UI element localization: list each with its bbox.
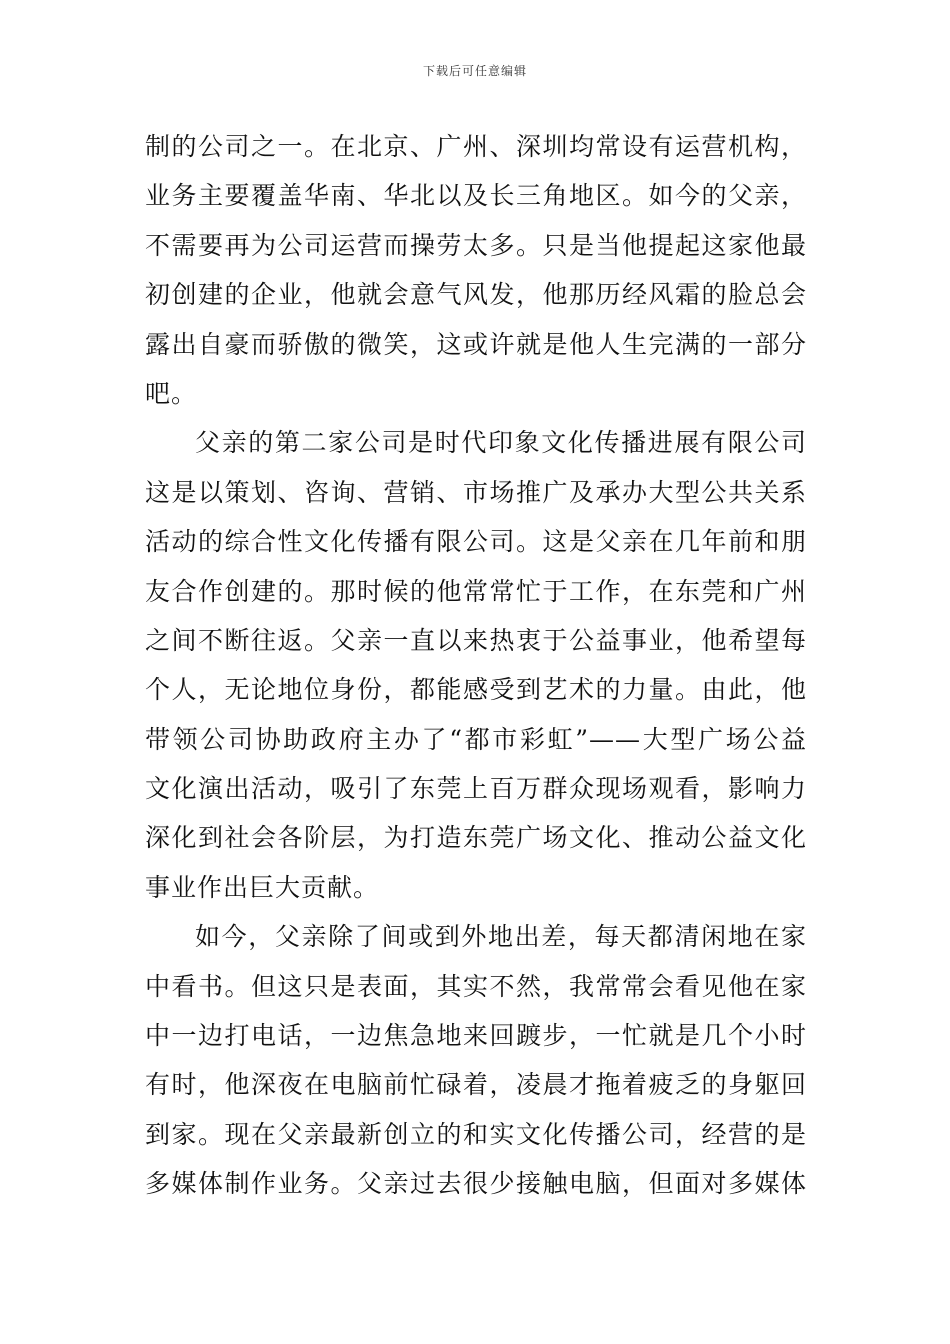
text-line: 吧。 [145,378,198,408]
text-line: 深化到社会各阶层，为打造东莞广场文化、推动公益文化 [145,823,807,853]
text-line: 中一边打电话，一边焦急地来回踱步，一忙就是几个小时 [145,1021,807,1051]
text-line: 事业作出巨大贡献。 [145,872,380,902]
text-line: 初创建的企业，他就会意气风发，他那历经风霜的脸总会 [145,280,807,310]
text-line: 中看书。但这只是表面，其实不然，我常常会看见他在家 [145,971,807,1001]
text-line: 到家。现在父亲最新创立的和实文化传播公司，经营的是 [145,1119,807,1149]
text-line: 带领公司协助政府主办了“都市彩虹”——大型广场公益 [145,724,807,754]
text-line: 有时，他深夜在电脑前忙碌着，凌晨才拖着疲乏的身躯回 [145,1070,807,1100]
text-line: 个人，无论地位身份，都能感受到艺术的力量。由此，他 [145,675,807,705]
text-line: 活动的综合性文化传播有限公司。这是父亲在几年前和朋 [145,527,807,557]
document-body [145,122,807,1209]
text-line: 业务主要覆盖华南、华北以及长三角地区。如今的父亲， [145,181,807,211]
paragraph [145,122,807,418]
text-line: 制的公司之一。在北京、广州、深圳均常设有运营机构， [145,132,807,161]
text-line: 文化演出活动，吸引了东莞上百万群众现场观看，影响力 [145,774,807,804]
paragraph [145,418,807,912]
text-line: 不需要再为公司运营而操劳太多。只是当他提起这家他最 [145,230,807,260]
text-line: 友合作创建的。那时候的他常常忙于工作，在东莞和广州 [145,576,807,606]
text-line: 之间不断往返。父亲一直以来热衷于公益事业，他希望每 [145,625,807,655]
paragraph [145,912,807,1208]
text-line: 多媒体制作业务。父亲过去很少接触电脑，但面对多媒体 [145,1169,807,1199]
text-line: 如今，父亲除了间或到外地出差，每天都清闲地在家 [195,922,807,952]
text-line: 这是以策划、咨询、营销、市场推广及承办大型公共关系 [145,477,807,507]
text-line: 父亲的第二家公司是时代印象文化传播进展有限公司 [195,428,807,458]
page-header: 下载后可任意编辑 [422,64,527,78]
text-line: 露出自豪而骄傲的微笑，这或许就是他人生完满的一部分 [145,329,807,359]
